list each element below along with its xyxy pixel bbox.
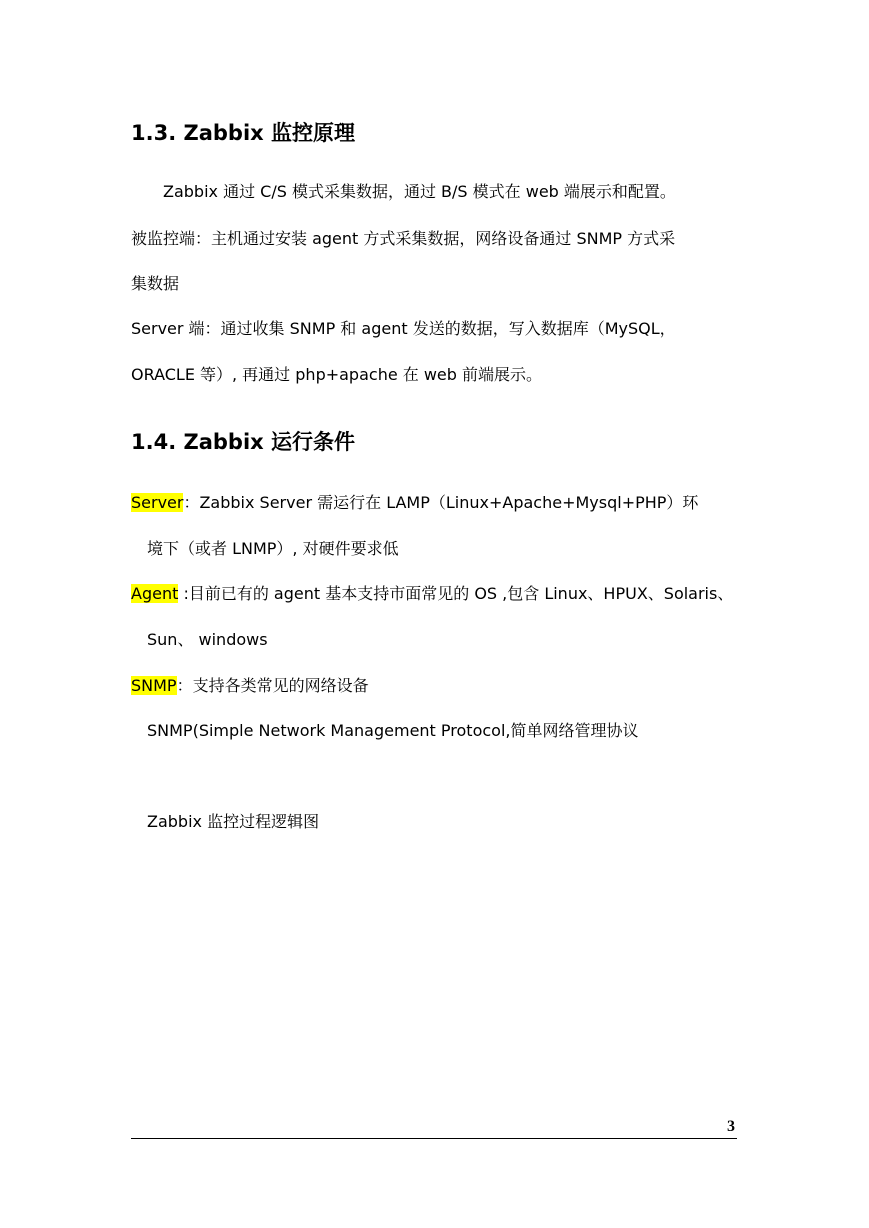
agent-requirement-line1 [131,583,733,605]
diagram-caption: Zabbix 监控过程逻辑图 [147,812,320,831]
snmp-label-highlight: SNMP [131,676,177,695]
snmp-requirement-text: ：支持各类常见的网络设备 [176,676,369,695]
server-requirement-line2: 境下（或者 LNMP）, 对硬件要求低 [147,539,399,558]
footer-rule [131,1138,737,1139]
section-heading-1-3: 1.3. Zabbix 监控原理 [131,121,356,145]
server-requirement-line1 [131,492,698,514]
agent-label-highlight: Agent [131,584,179,603]
paragraph-monitored-line1: 被监控端：主机通过安装 agent 方式采集数据，网络设备通过 SNMP 方式采 [131,229,676,248]
section-heading-1-4: 1.4. Zabbix 运行条件 [131,430,356,454]
paragraph-intro: Zabbix 通过 C/S 模式采集数据，通过 B/S 模式在 web 端展示和配置。 [163,182,676,201]
page-number: 3 [727,1118,735,1135]
snmp-definition: SNMP(Simple Network Management Protocol,简单网络管理协议 [147,721,639,740]
server-requirement-text: ：Zabbix Server 需运行在 LAMP（Linux+Apache+Mysql+PHP）环 [183,493,699,512]
paragraph-server-line2: ORACLE 等）, 再通过 php+apache 在 web 前端展示。 [131,365,543,384]
snmp-requirement-line1 [131,675,369,697]
paragraph-server-line1: Server 端：通过收集 SNMP 和 agent 发送的数据，写入数据库（MySQL， [131,319,676,338]
server-label-highlight: Server [131,493,184,512]
paragraph-monitored-line2: 集数据 [131,274,180,293]
agent-requirement-text: :目前已有的 agent 基本支持市面常见的 OS ,包含 Linux、HPUX、Solaris、 [178,584,734,603]
agent-requirement-line2: Sun、 windows [147,630,268,649]
